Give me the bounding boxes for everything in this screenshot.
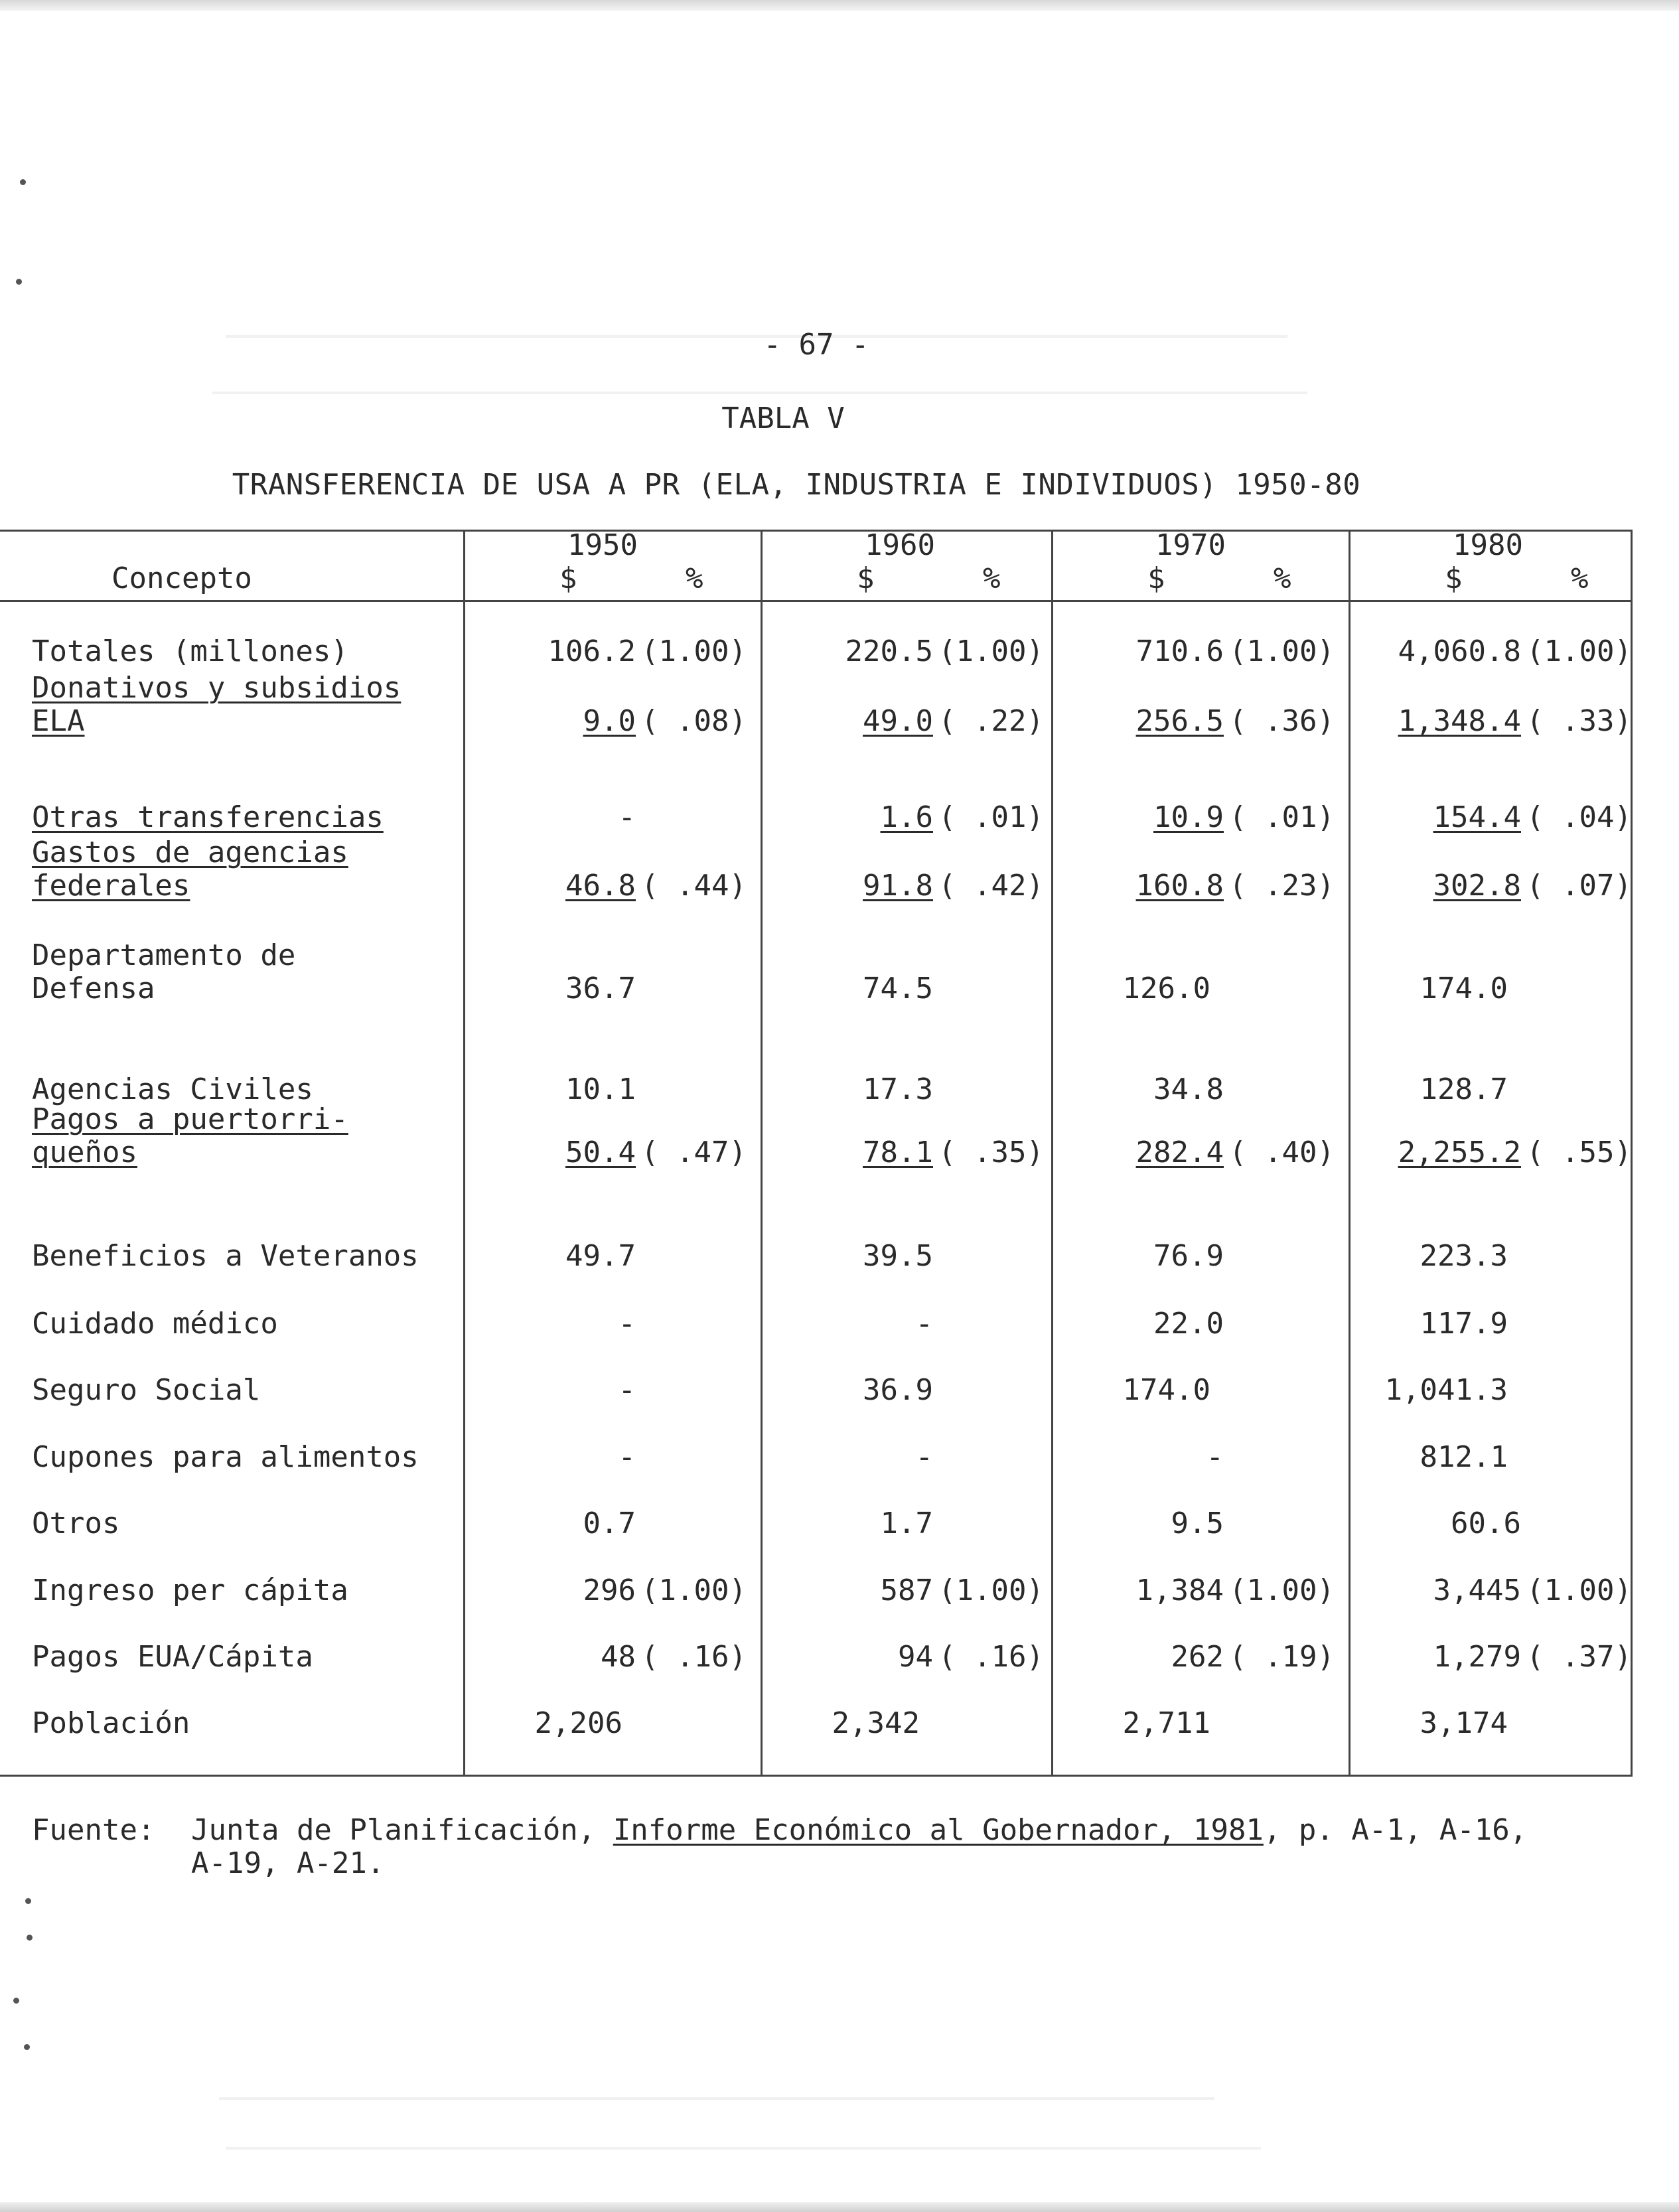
table-title: TRANSFERENCIA DE USA A PR (ELA, INDUSTRIA E INDIVIDUOS) 1950-80 — [232, 468, 1361, 502]
row-value: 0.7 — [583, 1507, 636, 1540]
row-value: 106.2 — [548, 634, 636, 668]
row-value: 22.0 — [1153, 1307, 1224, 1341]
row-percent: (1.00) — [1229, 1574, 1335, 1607]
row-percent: ( .33) — [1526, 704, 1632, 738]
header-percent-sign: % — [1571, 561, 1589, 595]
row-percent: ( .42) — [938, 869, 1044, 903]
footer-source-label: Fuente: — [32, 1813, 155, 1847]
row-label: Otras transferencias — [32, 800, 384, 834]
footer-source-pages: , p. A-1, A-16, — [1263, 1813, 1528, 1847]
row-percent: ( .55) — [1526, 1136, 1632, 1169]
bleed-through — [226, 2147, 1261, 2150]
row-label: Gastos de agencias — [32, 836, 348, 869]
transfer-table — [0, 530, 1633, 1777]
row-value: 9.0 — [583, 704, 636, 738]
row-label: Defensa — [32, 972, 155, 1005]
footer-source-line1 — [191, 1813, 1527, 1847]
row-value: 223.3 — [1420, 1239, 1508, 1273]
footer-source-title: Informe Económico al Gobernador, 1981 — [613, 1813, 1264, 1847]
row-percent: ( .04) — [1526, 800, 1632, 834]
row-label: Agencias Civiles — [32, 1072, 313, 1106]
scan-speck — [20, 179, 26, 185]
header-dollar-sign: $ — [1147, 561, 1165, 595]
row-value: 174.0 — [1122, 1373, 1210, 1407]
row-value: 49.0 — [863, 704, 933, 738]
row-value: 2,255.2 — [1398, 1136, 1521, 1169]
row-value: - — [618, 1373, 636, 1407]
row-percent: (1.00) — [1526, 634, 1632, 668]
row-label: federales — [32, 869, 190, 903]
row-value: 220.5 — [845, 634, 933, 668]
row-value: - — [915, 1440, 933, 1474]
row-value: 36.9 — [863, 1373, 933, 1407]
row-value: 91.8 — [863, 869, 933, 903]
row-percent: ( .19) — [1229, 1640, 1335, 1674]
row-label: Pagos EUA/Cápita — [32, 1640, 313, 1674]
row-value: - — [915, 1307, 933, 1341]
row-value: 49.7 — [565, 1239, 636, 1273]
row-value: 34.8 — [1153, 1072, 1224, 1106]
row-value: 302.8 — [1433, 869, 1521, 903]
table-column-rule — [463, 530, 465, 1777]
row-value: 128.7 — [1420, 1072, 1508, 1106]
row-value: 1,384 — [1135, 1574, 1224, 1607]
row-value: 36.7 — [565, 972, 636, 1005]
row-value: - — [618, 800, 636, 834]
row-value: 76.9 — [1153, 1239, 1224, 1273]
row-label: Beneficios a Veteranos — [32, 1239, 419, 1273]
scan-speck — [24, 2044, 30, 2050]
row-label: ELA — [32, 704, 85, 738]
scan-speck — [27, 1935, 33, 1941]
row-value: - — [618, 1440, 636, 1474]
row-value: 17.3 — [863, 1072, 933, 1106]
row-value: 282.4 — [1135, 1136, 1224, 1169]
row-value: 3,445 — [1433, 1574, 1521, 1607]
row-percent: (1.00) — [1229, 634, 1335, 668]
header-concept: Concepto — [111, 561, 252, 595]
row-value: 50.4 — [565, 1136, 636, 1169]
row-percent: ( .16) — [641, 1640, 747, 1674]
row-label: queños — [32, 1136, 137, 1169]
table-column-rule — [1349, 530, 1350, 1777]
row-value: 39.5 — [863, 1239, 933, 1273]
row-label: Departamento de — [32, 938, 296, 972]
header-percent-sign: % — [686, 561, 703, 595]
table-top-rule — [0, 530, 1633, 532]
bleed-through — [219, 2097, 1214, 2100]
row-value: 74.5 — [863, 972, 933, 1005]
table-header-rule — [0, 600, 1633, 602]
table-column-rule — [761, 530, 763, 1777]
row-percent: ( .07) — [1526, 869, 1632, 903]
scan-speck — [13, 1998, 19, 2004]
row-value: 296 — [583, 1574, 636, 1607]
footer-source-line2: A-19, A-21. — [191, 1846, 385, 1880]
row-value: 46.8 — [565, 869, 636, 903]
row-value: 48 — [601, 1640, 636, 1674]
row-value: 812.1 — [1420, 1440, 1508, 1474]
row-value: 126.0 — [1122, 972, 1210, 1005]
header-dollar-sign: $ — [1445, 561, 1463, 595]
row-value: 2,342 — [832, 1706, 920, 1740]
row-label: Ingreso per cápita — [32, 1574, 348, 1607]
row-percent: (1.00) — [1526, 1574, 1632, 1607]
row-value: 1,279 — [1433, 1640, 1521, 1674]
row-label: Seguro Social — [32, 1373, 261, 1407]
header-year-1960: 1960 — [865, 528, 935, 562]
row-value: 1.7 — [880, 1507, 933, 1540]
header-percent-sign: % — [1274, 561, 1291, 595]
header-dollar-sign: $ — [857, 561, 875, 595]
row-label: Totales (millones) — [32, 634, 348, 668]
row-value: 174.0 — [1420, 972, 1508, 1005]
row-percent: ( .08) — [641, 704, 747, 738]
row-value: 94 — [898, 1640, 933, 1674]
row-value: 4,060.8 — [1398, 634, 1521, 668]
row-value: 60.6 — [1451, 1507, 1521, 1540]
row-percent: (1.00) — [938, 634, 1044, 668]
row-percent: (1.00) — [938, 1574, 1044, 1607]
row-label: Población — [32, 1706, 190, 1740]
row-percent: ( .37) — [1526, 1640, 1632, 1674]
row-value: 10.1 — [565, 1072, 636, 1106]
row-percent: ( .01) — [1229, 800, 1335, 834]
row-percent: ( .36) — [1229, 704, 1335, 738]
row-value: 78.1 — [863, 1136, 933, 1169]
table-column-rule — [1051, 530, 1053, 1777]
row-percent: ( .44) — [641, 869, 747, 903]
scan-bottom-edge — [0, 2202, 1679, 2212]
header-year-1950: 1950 — [567, 528, 638, 562]
header-percent-sign: % — [983, 561, 1001, 595]
row-percent: (1.00) — [641, 1574, 747, 1607]
row-value: 256.5 — [1135, 704, 1224, 738]
header-year-1970: 1970 — [1155, 528, 1226, 562]
row-value: 710.6 — [1135, 634, 1224, 668]
header-year-1980: 1980 — [1453, 528, 1523, 562]
row-label: Pagos a puertorri- — [32, 1102, 348, 1136]
row-label: Donativos y subsidios — [32, 671, 402, 705]
row-value: 160.8 — [1135, 869, 1224, 903]
row-value: 1.6 — [880, 800, 933, 834]
row-percent: ( .35) — [938, 1136, 1044, 1169]
row-percent: ( .23) — [1229, 869, 1335, 903]
row-percent: ( .01) — [938, 800, 1044, 834]
table-bottom-rule — [0, 1775, 1633, 1777]
row-label: Cuidado médico — [32, 1307, 278, 1341]
scan-speck — [25, 1898, 31, 1904]
scan-top-edge — [0, 0, 1679, 11]
header-dollar-sign: $ — [559, 561, 577, 595]
row-percent: ( .16) — [938, 1640, 1044, 1674]
row-value: 9.5 — [1171, 1507, 1224, 1540]
row-value: 10.9 — [1153, 800, 1224, 834]
row-value: 587 — [880, 1574, 933, 1607]
footer-source-org: Junta de Planificación, — [191, 1813, 596, 1847]
scan-speck — [16, 279, 22, 285]
row-value: 154.4 — [1433, 800, 1521, 834]
row-value: 2,206 — [534, 1706, 622, 1740]
row-value: 262 — [1171, 1640, 1224, 1674]
row-label: Cupones para alimentos — [32, 1440, 419, 1474]
row-value: 1,041.3 — [1384, 1373, 1508, 1407]
row-percent: ( .40) — [1229, 1136, 1335, 1169]
page-number: - 67 - — [763, 328, 869, 362]
row-value: - — [1206, 1440, 1224, 1474]
row-value: 1,348.4 — [1398, 704, 1521, 738]
row-percent: ( .47) — [641, 1136, 747, 1169]
row-percent: (1.00) — [641, 634, 747, 668]
row-value: 2,711 — [1122, 1706, 1210, 1740]
row-percent: ( .22) — [938, 704, 1044, 738]
row-value: 3,174 — [1420, 1706, 1508, 1740]
bleed-through — [212, 392, 1307, 394]
table-label: TABLA V — [721, 402, 845, 435]
row-value: 117.9 — [1420, 1307, 1508, 1341]
row-label: Otros — [32, 1507, 120, 1540]
row-value: - — [618, 1307, 636, 1341]
